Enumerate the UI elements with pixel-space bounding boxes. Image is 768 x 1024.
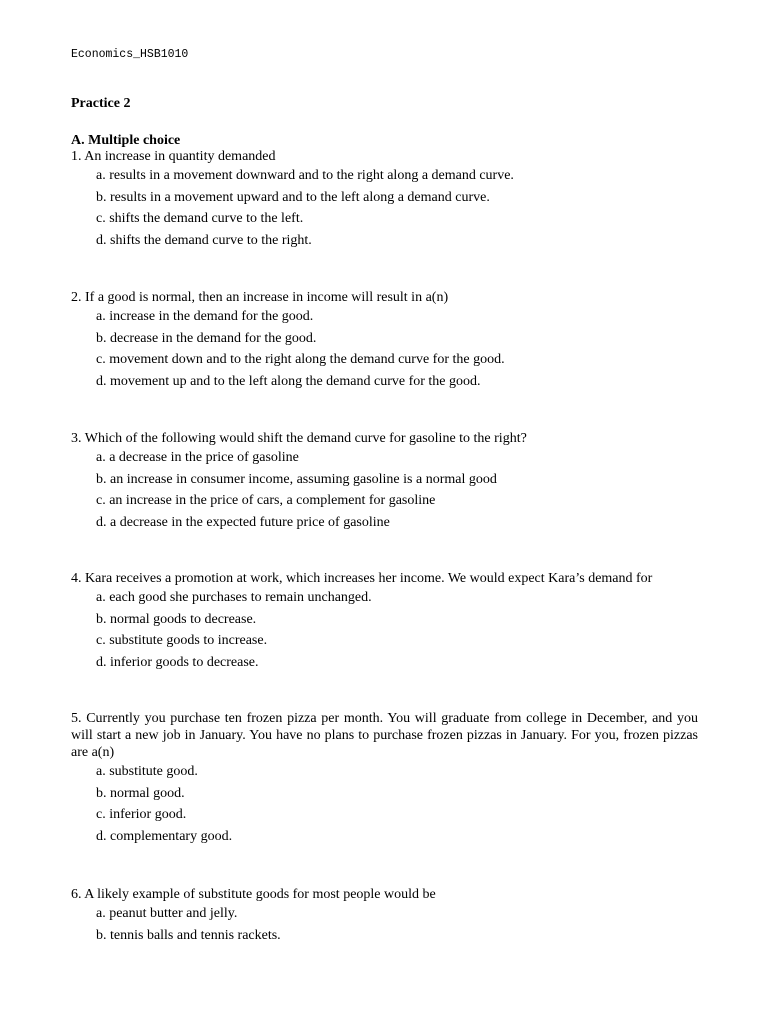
answer-option: b. normal good. <box>96 785 185 801</box>
question-6 <box>71 886 698 946</box>
question-stem: 2. If a good is normal, then an increase in income will result in a(n) <box>71 290 449 305</box>
answer-option: b. results in a movement upward and to the left along a demand curve. <box>96 189 490 205</box>
question-2 <box>71 289 698 392</box>
answer-options <box>71 903 698 946</box>
question-stem: 6. A likely example of substitute goods for most people would be <box>71 887 436 902</box>
question-stem: 4. Kara receives a promotion at work, which increases her income. We would expect Kara’s demand for <box>71 571 653 586</box>
answer-option: b. tennis balls and tennis rackets. <box>96 927 281 943</box>
answer-option: c. shifts the demand curve to the left. <box>96 211 304 226</box>
question-3 <box>71 430 698 533</box>
question-stem: 5. Currently you purchase ten frozen pizza per month. You will graduate from college in December, and you will start a new job in January. You have no plans to purchase frozen pizzas in January. For you, frozen pizzas are a(n) <box>71 711 698 760</box>
answer-option: c. substitute goods to increase. <box>96 633 268 648</box>
question-4 <box>71 570 698 673</box>
answer-option: a. substitute good. <box>96 764 198 779</box>
answer-options <box>71 587 698 673</box>
answer-option: d. complementary good. <box>96 828 233 844</box>
answer-option: a. increase in the demand for the good. <box>96 309 314 324</box>
answer-option: b. decrease in the demand for the good. <box>96 330 317 346</box>
answer-option: c. an increase in the price of cars, a complement for gasoline <box>96 493 436 508</box>
answer-option: b. normal goods to decrease. <box>96 611 257 627</box>
course-code-header: Economics_HSB1010 <box>71 48 189 61</box>
section-heading: A. Multiple choice <box>71 133 181 148</box>
question-5 <box>71 710 698 847</box>
answer-options <box>71 165 698 251</box>
answer-option: d. inferior goods to decrease. <box>96 654 259 670</box>
answer-option: a. peanut butter and jelly. <box>96 906 238 921</box>
answer-option: c. inferior good. <box>96 807 187 822</box>
page-title: Practice 2 <box>71 96 131 111</box>
answer-options <box>71 447 698 533</box>
answer-option: c. movement down and to the right along the demand curve for the good. <box>96 352 505 367</box>
answer-options <box>71 761 698 847</box>
answer-option: d. shifts the demand curve to the right. <box>96 232 312 248</box>
question-stem: 3. Which of the following would shift the demand curve for gasoline to the right? <box>71 431 527 446</box>
question-1 <box>71 148 698 251</box>
answer-option: a. a decrease in the price of gasoline <box>96 450 299 465</box>
answer-option: b. an increase in consumer income, assuming gasoline is a normal good <box>96 471 497 487</box>
question-stem: 1. An increase in quantity demanded <box>71 149 276 164</box>
answer-option: a. each good she purchases to remain unchanged. <box>96 590 372 605</box>
answer-options <box>71 306 698 392</box>
answer-option: d. movement up and to the left along the demand curve for the good. <box>96 373 481 389</box>
answer-option: d. a decrease in the expected future price of gasoline <box>96 514 390 530</box>
answer-option: a. results in a movement downward and to the right along a demand curve. <box>96 168 514 183</box>
